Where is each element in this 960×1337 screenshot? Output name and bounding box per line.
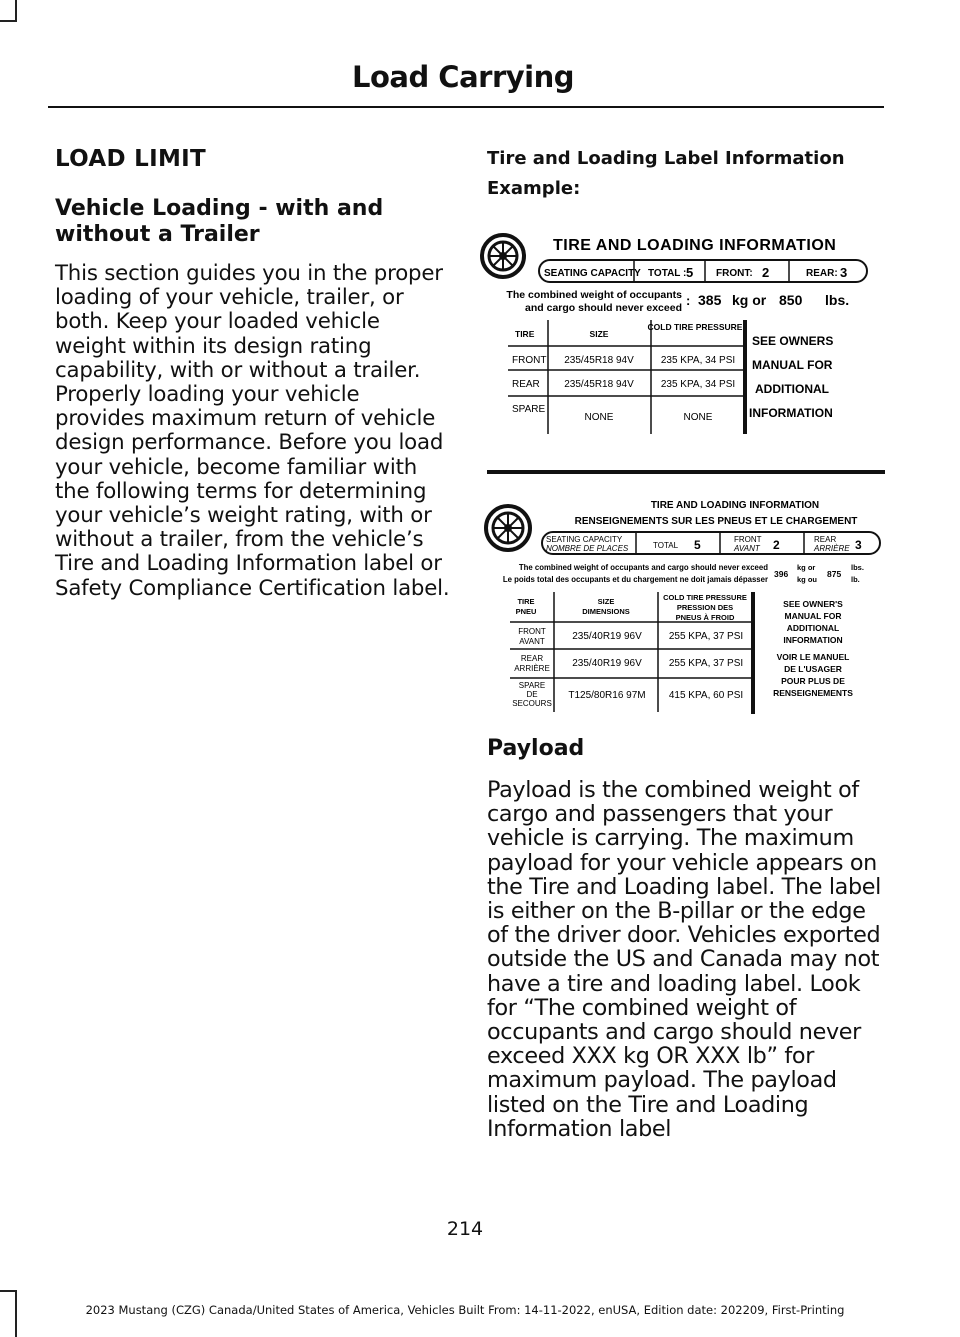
crop-mark	[0, 1290, 17, 1292]
intro-paragraph: This section guides you in the proper loading of your vehicle, trailer, or both. Keep your loaded vehicle weight within its design rating capability, with or without a trailer. Properly loading your vehicle provides maximum return of vehicle design performance. Before you load your vehicle, become familiar with the following terms for determining your vehicle’s weight rating, with or without a trailer, from the vehicle’s Tire and Loading Information label or Safety Compliance Certification label.	[55, 261, 450, 601]
see-fr-line: POUR PLUS DE	[781, 676, 845, 686]
see-en-line: SEE OWNER'S	[783, 599, 843, 609]
see-en-line: MANUAL FOR	[784, 611, 842, 621]
row-pressure: 415 KPA, 60 PSI	[668, 690, 744, 701]
payload-section	[487, 736, 882, 1141]
info-bar	[743, 320, 747, 434]
label-info-heading: Tire and Loading Label Information	[487, 148, 845, 169]
row-tire-2: DE	[526, 690, 538, 699]
info-bar	[751, 592, 755, 714]
weight-lbs: 875	[827, 569, 842, 579]
rear-en: REAR	[814, 535, 837, 544]
example-heading: Example:	[487, 178, 581, 199]
seating-fr: NOMBRE DE PLACES	[546, 544, 629, 553]
see-en-line: ADDITIONAL	[786, 623, 840, 633]
col-tire-en: TIRE	[517, 597, 535, 606]
row-size: 235/45R18 94V	[564, 355, 634, 366]
lbs-fr: lb.	[851, 575, 860, 584]
see-fr-line: DE L'USAGER	[784, 664, 842, 674]
row-size: 235/40R19 96V	[572, 658, 642, 669]
col-pressure-3: PNEUS À FROID	[675, 613, 735, 622]
row-size: T125/80R16 97M	[568, 690, 646, 701]
weight-lbs-unit: lbs.	[825, 292, 850, 308]
row-tire-2: AVANT	[519, 637, 545, 646]
payload-heading: Payload	[487, 736, 585, 761]
row-size: 235/40R19 96V	[572, 631, 642, 642]
row-tire-1: SPARE	[518, 681, 546, 690]
row-tire-3: SECOURS	[512, 699, 552, 708]
tire-label-us	[480, 220, 890, 442]
payload-paragraph: Payload is the combined weight of cargo and passengers that your vehicle is carrying. The maximum payload for your vehicle appears on the Tire and Loading label. The label is either on the B-pillar or the edge of the driver door. Vehicles exported outside the US and Canada may not have a tire and loading label. Look for “The combined weight of occupants and cargo should never exceed XXX kg OR XXX lb” for maximum payload. The payload listed on the Tire and Loading Information label	[487, 777, 882, 1142]
weight-line-2: and cargo should never exceed	[525, 302, 682, 314]
col-tire-fr: PNEU	[515, 607, 537, 616]
subsection-heading: Vehicle Loading - with and without a Trailer	[55, 196, 384, 247]
seating-en: SEATING CAPACITY	[546, 535, 623, 544]
header-rule	[48, 106, 884, 108]
col-pressure: COLD TIRE PRESSURE	[647, 322, 743, 332]
row-tire: SPARE	[512, 404, 546, 415]
row-pressure: 255 KPA, 37 PSI	[668, 658, 744, 669]
weight-fr: Le poids total des occupants et du chargement ne doit jamais dépasser	[502, 575, 768, 584]
crop-mark	[15, 0, 17, 20]
front-fr: AVANT	[734, 544, 760, 553]
see-fr-line: VOIR LE MANUEL	[776, 652, 850, 662]
see-owners-line: INFORMATION	[749, 406, 833, 420]
crop-mark	[0, 20, 17, 22]
seating-capacity-label: SEATING CAPACITY	[544, 268, 641, 279]
weight-kg-or: kg or	[732, 292, 767, 308]
see-owners-line: SEE OWNERS	[752, 334, 834, 348]
weight-kg: 396	[774, 569, 789, 579]
label-separator	[487, 470, 885, 474]
front-value: 2	[773, 538, 780, 552]
row-size: NONE	[584, 412, 614, 423]
label-title-en: TIRE AND LOADING INFORMATION	[650, 500, 820, 511]
see-owners-line: MANUAL FOR	[752, 358, 833, 372]
col-tire: TIRE	[515, 329, 535, 339]
weight-colon: :	[686, 293, 691, 308]
weight-en: The combined weight of occupants and cargo should never exceed	[518, 563, 768, 572]
chapter-title: Load Carrying	[351, 60, 574, 94]
tire-table	[510, 592, 753, 712]
page-number: 214	[446, 1218, 484, 1240]
rear-label: REAR:	[806, 268, 838, 279]
row-pressure: 235 KPA, 34 PSI	[660, 379, 736, 390]
front-value: 2	[762, 265, 770, 280]
section-heading: LOAD LIMIT	[55, 146, 207, 172]
row-tire-2: ARRIÈRE	[514, 664, 550, 673]
front-label: FRONT:	[716, 268, 753, 279]
col-pressure-2: PRESSION DES	[676, 603, 734, 612]
see-en-line: INFORMATION	[783, 635, 843, 645]
col-size-fr: DIMENSIONS	[582, 607, 630, 616]
weight-kg: 385	[698, 292, 722, 308]
col-pressure-1: COLD TIRE PRESSURE	[663, 593, 747, 602]
row-tire: FRONT	[512, 355, 547, 366]
col-size-en: SIZE	[597, 597, 615, 606]
rear-fr: ARRIÈRE	[814, 544, 850, 553]
label-title: TIRE AND LOADING INFORMATION	[553, 237, 837, 254]
row-tire: REAR	[512, 379, 540, 390]
row-pressure: 235 KPA, 34 PSI	[660, 355, 736, 366]
kg-or-en: kg or	[797, 563, 816, 572]
right-column-heading	[487, 146, 887, 202]
tire-table	[508, 320, 746, 434]
tire-label-canada	[480, 492, 890, 718]
rear-value: 3	[855, 538, 862, 552]
row-tire-1: REAR	[520, 654, 544, 663]
label-title-fr: RENSEIGNEMENTS SUR LES PNEUS ET LE CHARGEMENT	[574, 516, 858, 527]
row-size: 235/45R18 94V	[564, 379, 634, 390]
left-column	[55, 146, 450, 601]
see-owners-line: ADDITIONAL	[755, 382, 829, 396]
col-size: SIZE	[589, 329, 609, 339]
row-tire-1: FRONT	[518, 627, 546, 636]
total-value: 5	[686, 265, 694, 280]
row-pressure: 255 KPA, 37 PSI	[668, 631, 744, 642]
total-label: TOTAL :	[648, 268, 687, 279]
row-pressure: NONE	[683, 412, 713, 423]
total-label: TOTAL	[653, 541, 679, 550]
tire-icon	[482, 235, 524, 277]
lbs-en: lbs.	[851, 563, 864, 572]
weight-lbs: 850	[779, 292, 803, 308]
tire-icon	[486, 506, 530, 550]
total-value: 5	[694, 538, 701, 552]
kg-or-fr: kg ou	[797, 575, 817, 584]
rear-value: 3	[840, 265, 848, 280]
see-fr-line: RENSEIGNEMENTS	[773, 688, 853, 698]
front-en: FRONT	[734, 535, 762, 544]
weight-line-1: The combined weight of occupants	[506, 289, 682, 301]
page-footer: 2023 Mustang (CZG) Canada/United States of America, Vehicles Built From: 14-11-2022, enUSA, Edition date: 202209, First-Printing	[85, 1303, 845, 1317]
